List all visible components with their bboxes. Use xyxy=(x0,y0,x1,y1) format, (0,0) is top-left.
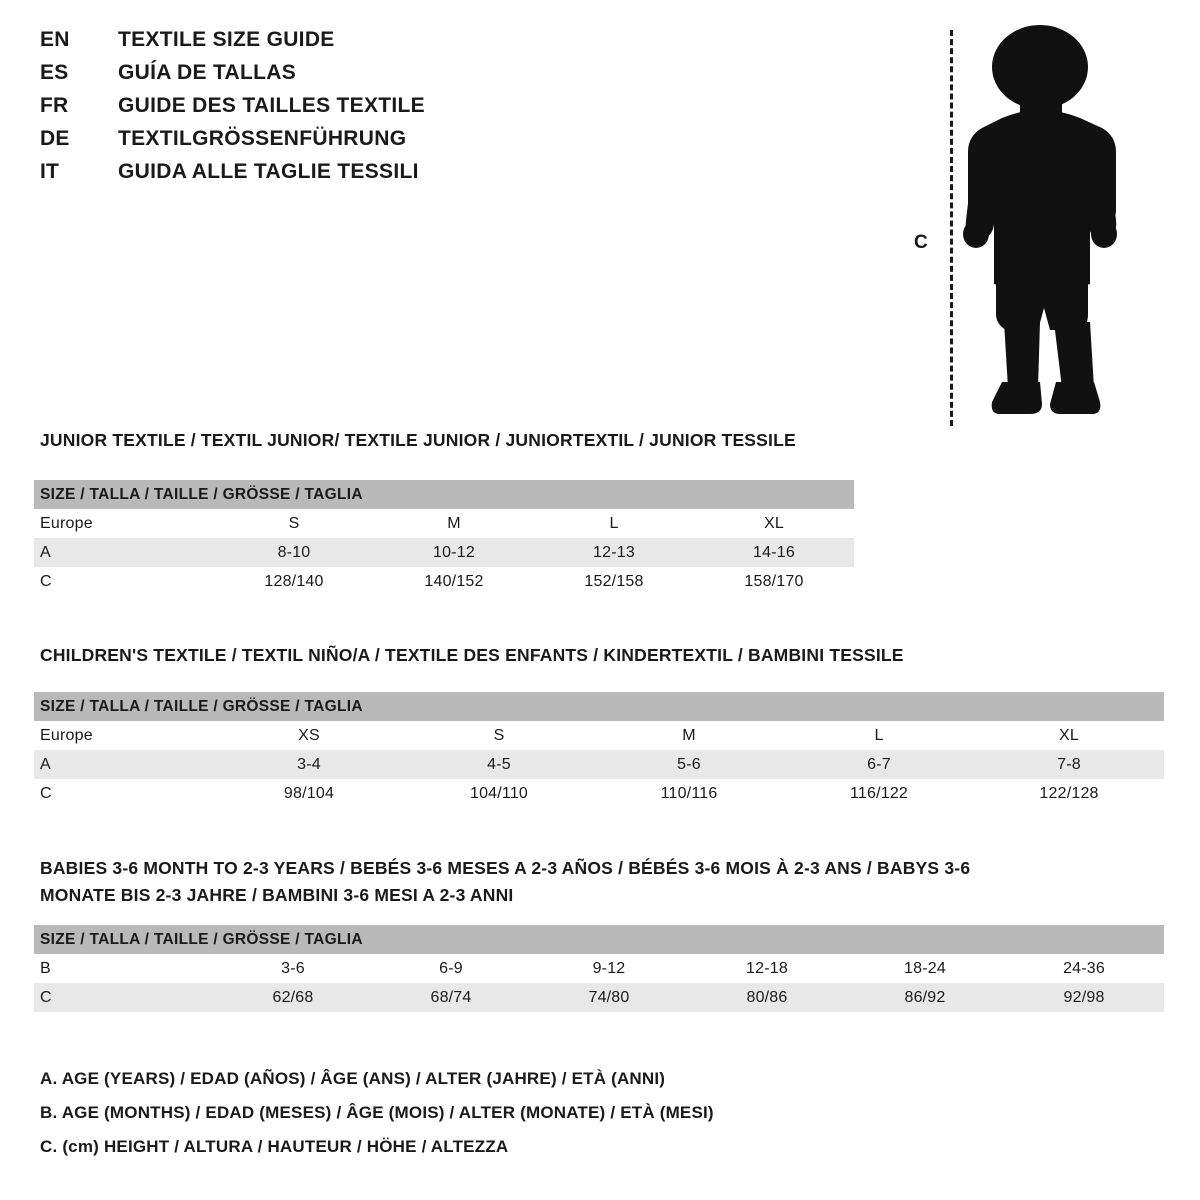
cell: 9-12 xyxy=(530,954,688,983)
header-title-it: GUIDA ALLE TAGLIE TESSILI xyxy=(118,160,419,183)
cell: 5-6 xyxy=(594,750,784,779)
cell: XL xyxy=(694,509,854,538)
cell: 6-7 xyxy=(784,750,974,779)
cell: 104/110 xyxy=(404,779,594,808)
cell: 110/116 xyxy=(594,779,784,808)
row-label: C xyxy=(34,567,214,596)
cell: M xyxy=(594,721,784,750)
table-junior xyxy=(34,480,854,596)
table-row xyxy=(34,954,1164,983)
header-row-en xyxy=(40,28,660,61)
cell: 4-5 xyxy=(404,750,594,779)
cell: 3-4 xyxy=(214,750,404,779)
table-row xyxy=(34,692,1164,721)
cell: S xyxy=(404,721,594,750)
row-label: A xyxy=(34,538,214,567)
size-header-children: SIZE / TALLA / TAILLE / GRÖSSE / TAGLIA xyxy=(34,692,1164,721)
section-title-babies: BABIES 3-6 MONTH TO 2-3 YEARS / BEBÉS 3-6 MESES A 2-3 AÑOS / BÉBÉS 3-6 MOIS À 2-3 ANS / BABYS 3-6 MONATE BIS 2-3 JAHRE / BAMBINI 3-6 MESI A 2-3 ANNI xyxy=(40,858,971,906)
cell: 68/74 xyxy=(372,983,530,1012)
legend-line-c: C. (cm) HEIGHT / ALTURA / HAUTEUR / HÖHE / ALTEZZA xyxy=(40,1137,509,1156)
cell: S xyxy=(214,509,374,538)
header-lang-it: IT xyxy=(40,160,60,183)
cell: 152/158 xyxy=(534,567,694,596)
cell: 3-6 xyxy=(214,954,372,983)
cell: 7-8 xyxy=(974,750,1164,779)
cell: 158/170 xyxy=(694,567,854,596)
table-row xyxy=(34,925,1164,954)
row-label: A xyxy=(34,750,214,779)
table-row xyxy=(34,750,1164,779)
cell: 86/92 xyxy=(846,983,1004,1012)
cell: XS xyxy=(214,721,404,750)
child-silhouette-icon xyxy=(952,22,1142,427)
header-title-en: TEXTILE SIZE GUIDE xyxy=(118,28,335,51)
cell: 80/86 xyxy=(688,983,846,1012)
table-row xyxy=(34,480,854,509)
child-figure xyxy=(900,14,1170,424)
cell: 74/80 xyxy=(530,983,688,1012)
table-row xyxy=(34,538,854,567)
table-row xyxy=(34,509,854,538)
header-lang-fr: FR xyxy=(40,94,69,117)
table-row xyxy=(34,721,1164,750)
table-children xyxy=(34,692,1164,808)
section-title-junior: JUNIOR TEXTILE / TEXTIL JUNIOR/ TEXTILE JUNIOR / JUNIORTEXTIL / JUNIOR TESSILE xyxy=(40,430,796,450)
header-row-fr xyxy=(40,94,660,127)
row-label: C xyxy=(34,983,214,1012)
cell: 12-13 xyxy=(534,538,694,567)
header-lang-en: EN xyxy=(40,28,70,51)
cell: 122/128 xyxy=(974,779,1164,808)
row-label: Europe xyxy=(34,509,214,538)
cell: 98/104 xyxy=(214,779,404,808)
table-row xyxy=(34,779,1164,808)
table-row xyxy=(34,567,854,596)
header-row-de xyxy=(40,127,660,160)
cell: 24-36 xyxy=(1004,954,1164,983)
header-title-es: GUÍA DE TALLAS xyxy=(118,61,297,84)
cell: L xyxy=(784,721,974,750)
cell: 140/152 xyxy=(374,567,534,596)
legend xyxy=(40,1062,1140,1164)
table-row xyxy=(34,983,1164,1012)
row-label: Europe xyxy=(34,721,214,750)
header xyxy=(40,28,660,193)
cell: 92/98 xyxy=(1004,983,1164,1012)
row-label: C xyxy=(34,779,214,808)
cell: 62/68 xyxy=(214,983,372,1012)
header-title-fr: GUIDE DES TAILLES TEXTILE xyxy=(118,94,425,117)
cell: 128/140 xyxy=(214,567,374,596)
cell: 12-18 xyxy=(688,954,846,983)
legend-line-a: A. AGE (YEARS) / EDAD (AÑOS) / ÂGE (ANS) / ALTER (JAHRE) / ETÀ (ANNI) xyxy=(40,1069,666,1088)
cell: 6-9 xyxy=(372,954,530,983)
size-header-junior: SIZE / TALLA / TAILLE / GRÖSSE / TAGLIA xyxy=(34,480,854,509)
table-babies xyxy=(34,925,1164,1012)
cell: 8-10 xyxy=(214,538,374,567)
cell: 14-16 xyxy=(694,538,854,567)
row-label: B xyxy=(34,954,214,983)
cell: M xyxy=(374,509,534,538)
cell: 10-12 xyxy=(374,538,534,567)
cell: 18-24 xyxy=(846,954,1004,983)
cell: 116/122 xyxy=(784,779,974,808)
header-title-de: TEXTILGRÖSSENFÜHRUNG xyxy=(118,127,407,150)
legend-line-b: B. AGE (MONTHS) / EDAD (MESES) / ÂGE (MOIS) / ALTER (MONATE) / ETÀ (MESI) xyxy=(40,1103,714,1122)
cell: XL xyxy=(974,721,1164,750)
header-lang-de: DE xyxy=(40,127,70,150)
section-title-children: CHILDREN'S TEXTILE / TEXTIL NIÑO/A / TEXTILE DES ENFANTS / KINDERTEXTIL / BAMBINI TESSILE xyxy=(40,645,904,665)
height-measure-label: C xyxy=(914,232,928,253)
size-header-babies: SIZE / TALLA / TAILLE / GRÖSSE / TAGLIA xyxy=(34,925,1164,954)
header-lang-es: ES xyxy=(40,61,69,84)
header-row-es xyxy=(40,61,660,94)
cell: L xyxy=(534,509,694,538)
header-row-it xyxy=(40,160,660,193)
